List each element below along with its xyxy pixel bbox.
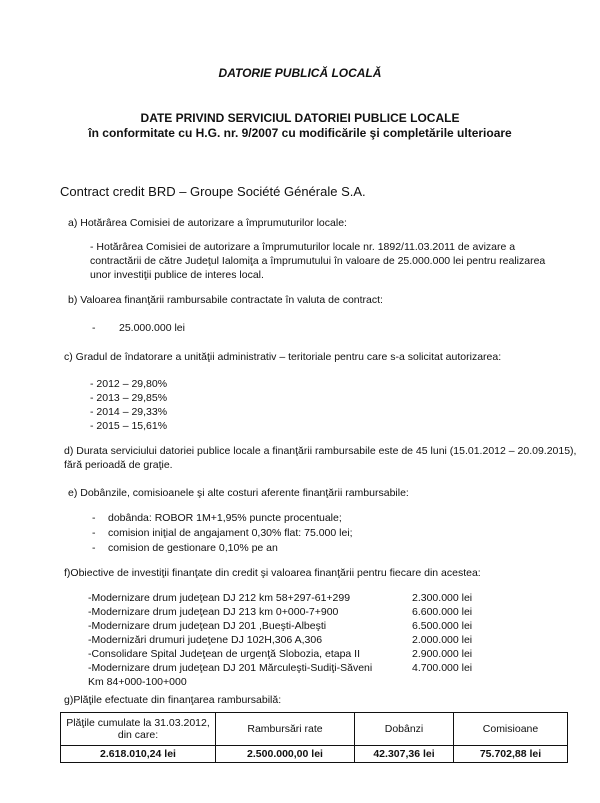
- table-header-cell: Comisioane: [454, 713, 568, 746]
- section-b-bullet: -: [92, 322, 96, 334]
- section-c-item: - 2013 – 29,85%: [90, 392, 168, 404]
- table-cell: 2.618.010,24 lei: [61, 746, 216, 763]
- section-f-item-value: 6.600.000 lei: [412, 606, 473, 618]
- section-f-label: f)Obiective de investiţii finanţate din credit şi valoarea finanţării pentru fiecare din acestea:: [64, 567, 481, 579]
- section-f-item-name: -Modernizare drum judeţean DJ 213 km 0+000-7+900: [88, 606, 339, 618]
- section-e-bullet: -: [92, 527, 96, 539]
- section-f-item-name: -Modernizare drum judeţean DJ 201 Mărculeşti-Sudiţi-Săveni: [88, 662, 373, 674]
- section-b-label: b) Valoarea finanţării rambursabile contractate în valuta de contract:: [68, 294, 383, 306]
- section-e-item: comision de gestionare 0,10% pe an: [108, 542, 278, 554]
- section-a-text-1: - Hotărârea Comisiei de autorizare a împrumuturilor locale nr. 1892/11.03.2011 de avizare a: [90, 241, 516, 253]
- section-b-value: 25.000.000 lei: [119, 322, 185, 334]
- section-a-text-2: contractării de către Judeţul Ialomiţa a împrumutului în valoare de 25.000.000 lei pentru realizarea: [90, 255, 546, 267]
- section-c-item: - 2014 – 29,33%: [90, 406, 168, 418]
- section-e-label: e) Dobânzile, comisioanele şi alte costuri aferente finanţării rambursabile:: [68, 487, 409, 499]
- section-c-item: - 2015 – 15,61%: [90, 420, 168, 432]
- table-cell: 75.702,88 lei: [454, 746, 568, 763]
- section-f-item-value: 6.500.000 lei: [412, 620, 473, 632]
- table-row: [61, 746, 568, 763]
- section-f-item-name: -Modernizare drum judeţean DJ 212 km 58+297-61+299: [88, 592, 351, 604]
- table-header-row: [61, 713, 568, 746]
- table-header-cell: Rambursări rate: [216, 713, 355, 746]
- payments-table: [60, 712, 568, 763]
- section-a-label: a) Hotărârea Comisiei de autorizare a împrumuturilor locale:: [68, 217, 347, 229]
- table-cell: 42.307,36 lei: [355, 746, 454, 763]
- page-subtitle-line2: în conformitate cu H.G. nr. 9/2007 cu modificările şi completările ulterioare: [88, 126, 512, 140]
- section-f-item-name: -Modernizări drumuri judeţene DJ 102H,306 A,306: [88, 634, 323, 646]
- section-g-label: g)Plăţile efectuate din finanţarea rambursabilă:: [64, 694, 282, 706]
- section-f-item-name: -Modernizare drum judeţean DJ 201 ,Bueşti-Albeşti: [88, 620, 327, 632]
- page-title: DATORIE PUBLICĂ LOCALĂ: [218, 66, 382, 80]
- section-d-line2: fără perioadă de graţie.: [64, 459, 173, 471]
- section-f-continuation: Km 84+000-100+000: [88, 676, 187, 688]
- section-c-item: - 2012 – 29,80%: [90, 378, 168, 390]
- section-f-item-value: 4.700.000 lei: [412, 662, 473, 674]
- page-subtitle-line1: DATE PRIVIND SERVICIUL DATORIEI PUBLICE LOCALE: [140, 111, 460, 125]
- section-f-item-name: -Consolidare Spital Judeţean de urgenţă Slobozia, etapa II: [88, 648, 361, 660]
- section-c-label: c) Gradul de îndatorare a unităţii administrativ – teritoriale pentru care s-a solicitat autorizarea:: [64, 351, 502, 363]
- section-e-item: dobânda: ROBOR 1M+1,95% puncte procentuale;: [108, 512, 342, 524]
- section-f-item-value: 2.900.000 lei: [412, 648, 473, 660]
- section-e-bullet: -: [92, 542, 96, 554]
- table-cell: 2.500.000,00 lei: [216, 746, 355, 763]
- section-f-item-value: 2.000.000 lei: [412, 634, 473, 646]
- section-f-item-value: 2.300.000 lei: [412, 592, 473, 604]
- section-d-line1: d) Durata serviciului datoriei publice locale a finanţării rambursabile este de 45 luni (15.01.2012 – 20.09.2015),: [64, 445, 577, 457]
- table-header-cell: Dobânzi: [355, 713, 454, 746]
- section-e-item: comision iniţial de angajament 0,30% flat: 75.000 lei;: [108, 527, 353, 539]
- section-heading: Contract credit BRD – Groupe Société Générale S.A.: [60, 184, 366, 199]
- section-a-text-3: unor investiţii publice de interes local.: [90, 269, 264, 281]
- table-header-cell: Plăţile cumulate la 31.03.2012, din care:: [61, 713, 216, 746]
- section-e-bullet: -: [92, 512, 96, 524]
